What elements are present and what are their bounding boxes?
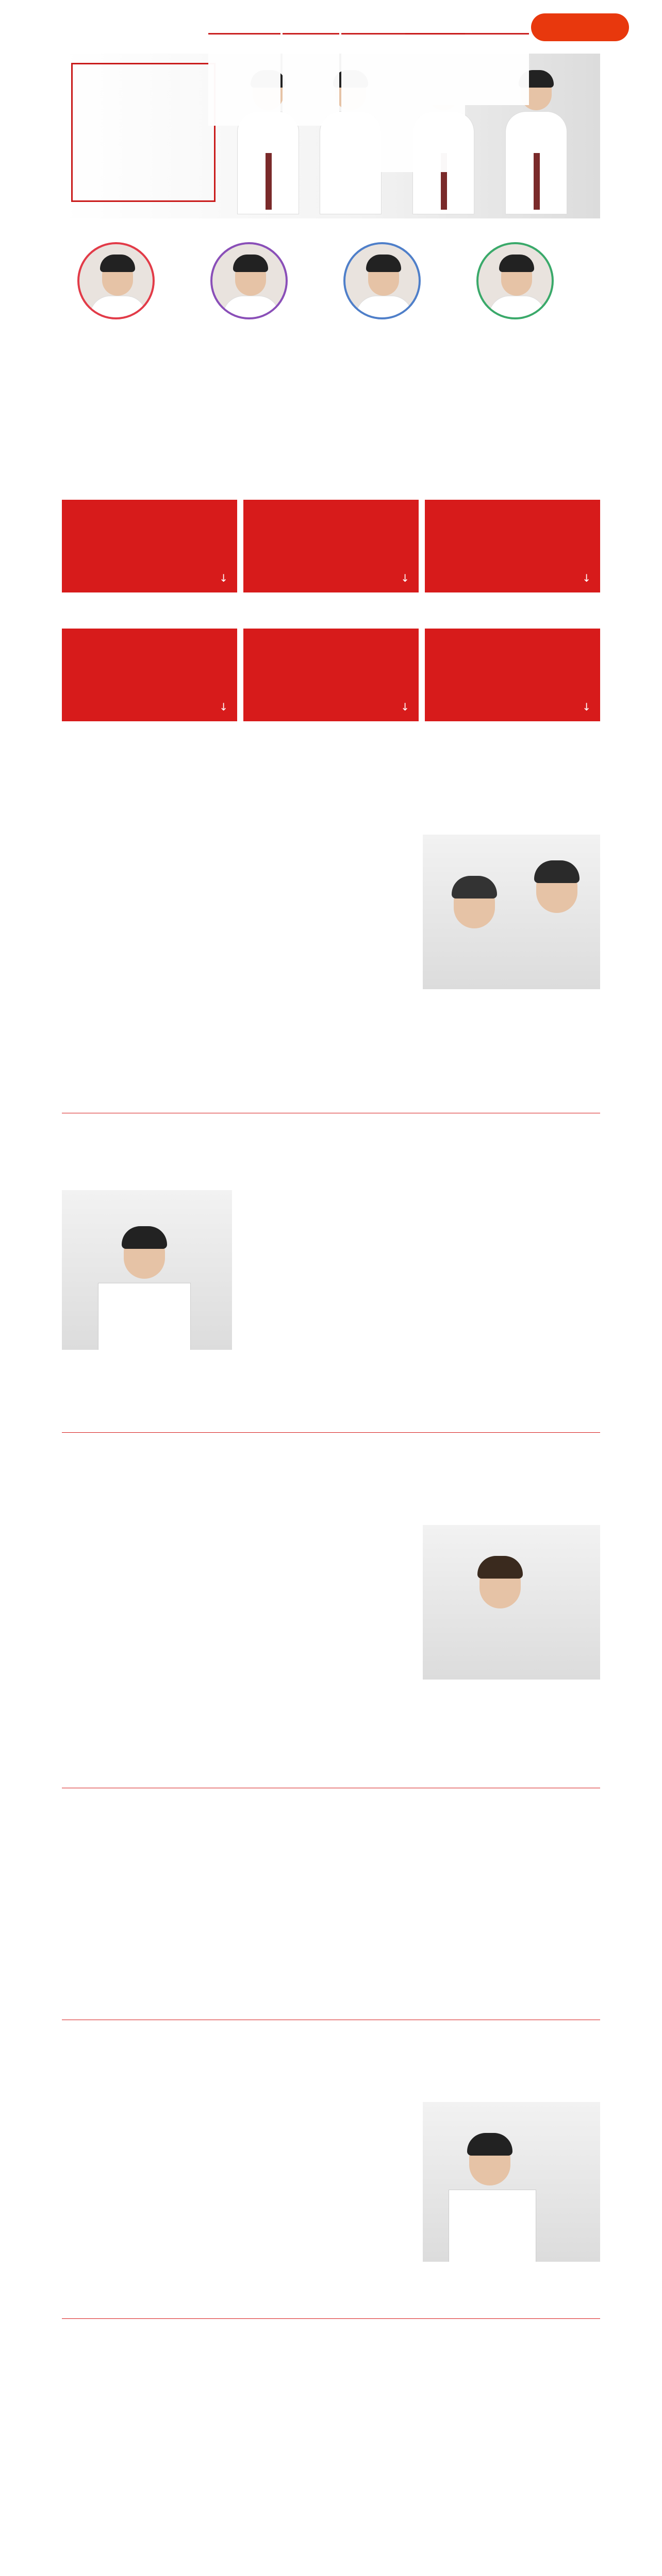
divider xyxy=(62,2318,600,2319)
arrow-down-icon: ↓ xyxy=(219,572,228,584)
dropdown-col xyxy=(405,33,529,105)
interview-photo xyxy=(62,1190,232,1350)
question-tile[interactable] xyxy=(62,500,237,592)
member-card xyxy=(333,242,431,329)
member-card xyxy=(466,242,564,329)
arrow-down-icon: ↓ xyxy=(582,572,591,584)
dropdown-col xyxy=(208,33,280,126)
member-photo xyxy=(77,242,155,319)
arrow-down-icon: ↓ xyxy=(401,701,409,713)
member-photo xyxy=(476,242,554,319)
interview-photo xyxy=(423,2102,600,2262)
arrow-down-icon: ↓ xyxy=(401,572,409,584)
arrow-down-icon: ↓ xyxy=(582,701,591,713)
dropdown-col xyxy=(283,33,339,126)
member-card xyxy=(200,242,298,329)
member-photo xyxy=(210,242,288,319)
entry-button[interactable] xyxy=(531,13,629,41)
question-tile[interactable] xyxy=(243,629,419,721)
member-photo xyxy=(343,242,421,319)
interview-photo xyxy=(423,1525,600,1680)
question-tile[interactable] xyxy=(425,629,600,721)
question-tile[interactable] xyxy=(243,500,419,592)
arrow-down-icon: ↓ xyxy=(219,701,228,713)
question-tile[interactable] xyxy=(62,629,237,721)
member-card xyxy=(67,242,165,329)
question-tile[interactable] xyxy=(425,500,600,592)
hero-title-box xyxy=(71,63,216,202)
interview-photo xyxy=(423,835,600,989)
divider xyxy=(62,1432,600,1433)
